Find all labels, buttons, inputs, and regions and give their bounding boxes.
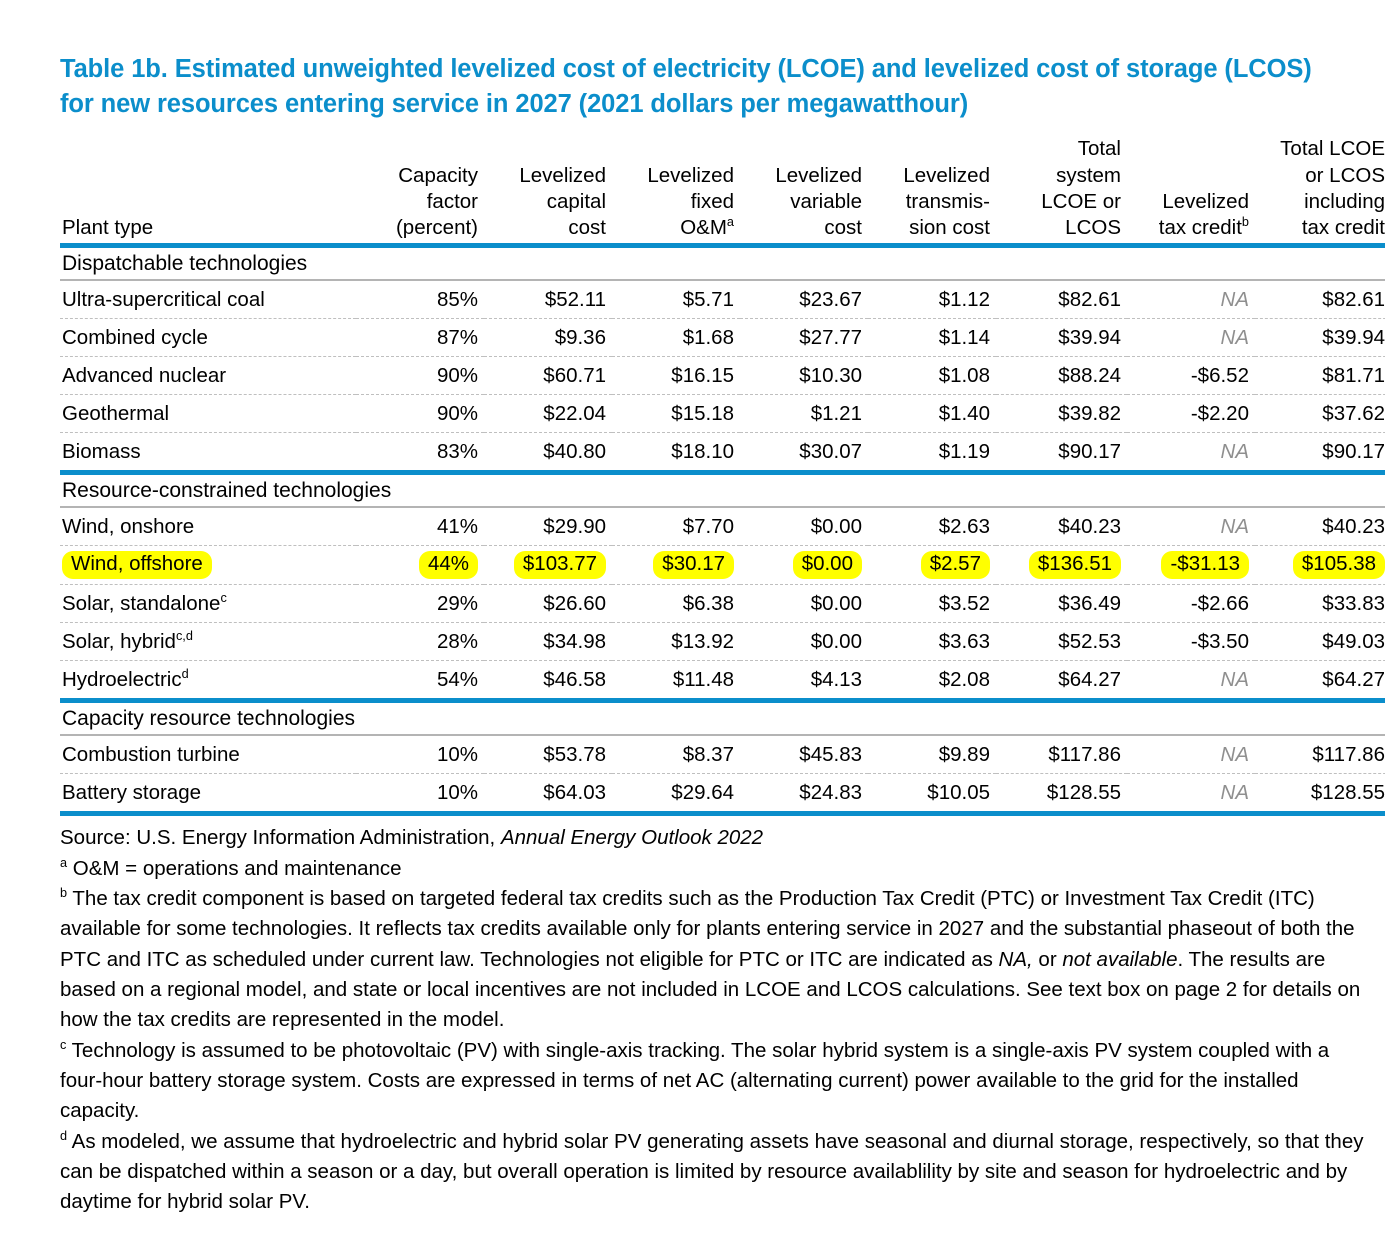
cell-levelized-fixed-om (612, 280, 740, 319)
cell-total-including-tax-credit (1255, 735, 1385, 774)
total-including-tax-credit-value: $64.27 (1322, 667, 1385, 691)
cell-total-system-lcoe (996, 507, 1127, 546)
plant-type-label: Wind, onshore (62, 515, 195, 538)
plant-type-label: Hydroelectric$^d$ (62, 666, 189, 691)
levelized-variable-cost-value: $0.00 (810, 629, 862, 653)
note-b-italic-na: NA, (998, 947, 1033, 971)
levelized-fixed-om-value: $6.38 (682, 591, 734, 615)
levelized-variable-cost-value: $23.67 (799, 288, 862, 311)
total-system-lcoe-value: $90.17 (1058, 440, 1121, 463)
cell-levelized-transmission-cost (868, 774, 996, 814)
note-b-text-2: or (1032, 947, 1063, 971)
section-header-label: Resource-constrained technologies (60, 473, 1385, 508)
cell-levelized-fixed-om (612, 395, 740, 433)
header-line: O&M (680, 216, 727, 240)
note-source-text: Source: U.S. Energy Information Administration, (60, 826, 501, 850)
levelized-variable-cost-value: $10.30 (799, 364, 862, 387)
header-line: fixed (690, 189, 734, 213)
levelized-tax-credit-value: NA (1220, 326, 1249, 349)
plant-type-label: Combined cycle (62, 326, 208, 349)
column-header-levelized-tax-credit (1127, 136, 1255, 245)
section-header-row (60, 473, 1385, 508)
total-including-tax-credit-value: $128.55 (1310, 780, 1385, 804)
header-line: Levelized (1162, 189, 1249, 213)
table-row[interactable] (60, 507, 1385, 546)
cell-total-system-lcoe (996, 661, 1127, 701)
note-a-text: O&M = operations and maintenance (67, 856, 402, 880)
header-line: variable (790, 189, 862, 213)
cell-total-system-lcoe (996, 546, 1127, 585)
cell-levelized-capital-cost (484, 546, 612, 585)
levelized-tax-credit-value: -$6.52 (1190, 364, 1249, 387)
cell-capacity-factor (356, 623, 484, 661)
levelized-tax-credit-value: -$3.50 (1190, 629, 1249, 653)
note-c (60, 1036, 1365, 1127)
plant-type-label: Combustion turbine (62, 742, 240, 766)
total-system-lcoe-value: $64.27 (1058, 667, 1121, 691)
levelized-tax-credit-value: NA (1220, 742, 1249, 766)
cell-levelized-capital-cost (484, 395, 612, 433)
cell-total-including-tax-credit (1255, 623, 1385, 661)
levelized-fixed-om-value: $13.92 (671, 629, 734, 653)
column-header-levelized-fixed-om (612, 136, 740, 245)
cell-total-including-tax-credit (1255, 585, 1385, 623)
header-line: (percent) (395, 216, 478, 240)
total-including-tax-credit-value: $117.86 (1312, 742, 1385, 766)
cell-total-including-tax-credit (1255, 319, 1385, 357)
section-header-label: Capacity resource technologies (60, 701, 1385, 736)
table-row[interactable] (60, 395, 1385, 433)
cell-levelized-capital-cost (484, 623, 612, 661)
levelized-variable-cost-value: $27.77 (799, 326, 862, 349)
levelized-variable-cost-value: $45.83 (799, 742, 862, 766)
capacity-factor-value: 90% (436, 364, 478, 387)
header-line: factor (426, 189, 478, 213)
section-header-label: Dispatchable technologies (60, 246, 1385, 281)
cell-levelized-variable-cost (740, 774, 868, 814)
footnote-marker-b: b (1241, 214, 1249, 230)
levelized-fixed-om-value: $8.37 (682, 742, 734, 766)
total-system-lcoe-value: $117.86 (1048, 742, 1121, 766)
table-row[interactable] (60, 661, 1385, 701)
cell-levelized-capital-cost (484, 585, 612, 623)
cell-levelized-transmission-cost (868, 280, 996, 319)
total-system-lcoe-value: $82.61 (1058, 288, 1121, 311)
cell-plant-type (60, 774, 356, 814)
table-header (60, 136, 1385, 245)
cell-capacity-factor (356, 433, 484, 473)
header-line: Total LCOE (1280, 137, 1385, 161)
header-line: Levelized (519, 163, 606, 187)
footnote-marker-a: a (726, 214, 734, 230)
footnote-marker: c,d (175, 628, 193, 644)
capacity-factor-value: 10% (436, 742, 478, 766)
capacity-factor-value: 10% (436, 780, 478, 804)
levelized-transmission-cost-value: $3.52 (938, 591, 990, 615)
cell-levelized-variable-cost (740, 433, 868, 473)
cell-levelized-transmission-cost (868, 585, 996, 623)
total-including-tax-credit-value: $37.62 (1322, 402, 1385, 425)
cell-capacity-factor (356, 507, 484, 546)
column-header-capacity-factor (356, 136, 484, 245)
levelized-fixed-om-value: $11.48 (672, 667, 734, 691)
capacity-factor-value: 44% (419, 551, 478, 579)
header-line: tax credit (1158, 216, 1242, 240)
header-line: or LCOS (1305, 163, 1385, 187)
levelized-capital-cost-value: $53.78 (543, 742, 606, 766)
section-header-row (60, 701, 1385, 736)
total-including-tax-credit-value: $81.71 (1322, 364, 1385, 387)
levelized-transmission-cost-value: $9.89 (938, 742, 990, 766)
table-row[interactable] (60, 433, 1385, 473)
cell-levelized-transmission-cost (868, 546, 996, 585)
levelized-capital-cost-value: $103.77 (514, 551, 606, 579)
cell-total-system-lcoe (996, 319, 1127, 357)
note-c-text: Technology is assumed to be photovoltaic (PV) with single-axis tracking. The solar hybrid system is a single-axis PV system coupled with a four-hour battery storage system. Costs are expressed in terms of net AC (alternating current) power available to the grid for the installed capacity. (60, 1038, 1330, 1123)
header-line: sion cost (909, 216, 990, 240)
levelized-capital-cost-value: $40.80 (543, 440, 606, 463)
total-including-tax-credit-value: $90.17 (1322, 440, 1385, 463)
levelized-transmission-cost-value: $1.19 (938, 440, 990, 463)
cell-levelized-variable-cost (740, 319, 868, 357)
cell-levelized-variable-cost (740, 585, 868, 623)
levelized-variable-cost-value: $0.00 (810, 515, 862, 538)
plant-type-label: Solar, hybrid$^{c,d}$ (62, 628, 193, 653)
total-including-tax-credit-value: $33.83 (1322, 591, 1385, 615)
header-line: transmis- (905, 189, 990, 213)
levelized-fixed-om-value: $18.10 (671, 440, 734, 463)
capacity-factor-value: 87% (436, 326, 478, 349)
footnote-marker-a: a (60, 854, 68, 870)
levelized-capital-cost-value: $60.71 (543, 364, 606, 387)
levelized-transmission-cost-value: $1.08 (938, 364, 990, 387)
cell-capacity-factor (356, 735, 484, 774)
note-source-publication: Annual Energy Outlook 2022 (500, 826, 764, 850)
cell-levelized-fixed-om (612, 661, 740, 701)
levelized-fixed-om-value: $30.17 (653, 551, 734, 579)
cell-levelized-transmission-cost (868, 507, 996, 546)
cell-levelized-tax-credit (1127, 774, 1255, 814)
levelized-tax-credit-value: -$2.66 (1190, 591, 1249, 615)
total-system-lcoe-value: $39.94 (1058, 326, 1121, 349)
cell-total-including-tax-credit (1255, 433, 1385, 473)
levelized-tax-credit-value: -$2.20 (1190, 402, 1249, 425)
cell-levelized-transmission-cost (868, 433, 996, 473)
cell-total-including-tax-credit (1255, 507, 1385, 546)
note-b (60, 884, 1365, 1036)
cell-total-including-tax-credit (1255, 546, 1385, 585)
header-line: LCOS (1065, 216, 1121, 240)
cell-levelized-fixed-om (612, 319, 740, 357)
plant-type-label: Wind, offshore (62, 551, 212, 579)
header-line: Levelized (647, 163, 734, 187)
column-header-plant-type: Plant type (60, 136, 356, 245)
cell-levelized-fixed-om (612, 357, 740, 395)
cell-total-including-tax-credit (1255, 357, 1385, 395)
cell-levelized-capital-cost (484, 661, 612, 701)
cell-levelized-capital-cost (484, 774, 612, 814)
cell-levelized-fixed-om (612, 546, 740, 585)
note-d-text: As modeled, we assume that hydroelectric and hybrid solar PV generating assets have seasonal and diurnal storage, respectively, so that they can be dispatched within a season or a day, but overall operation is limited by resource availablility by site and season for hydroelectric and by daytime for hybrid solar PV. (60, 1129, 1364, 1214)
cell-plant-type (60, 585, 356, 623)
cell-levelized-capital-cost (484, 280, 612, 319)
total-including-tax-credit-value: $49.03 (1322, 629, 1385, 653)
cell-plant-type (60, 507, 356, 546)
cell-plant-type (60, 319, 356, 357)
header-line: capital (546, 189, 606, 213)
header-line: including (1304, 189, 1385, 213)
levelized-capital-cost-value: $29.90 (543, 515, 606, 538)
cell-levelized-variable-cost (740, 546, 868, 585)
column-header-levelized-variable-cost (740, 136, 868, 245)
cell-levelized-fixed-om (612, 585, 740, 623)
table-row[interactable] (60, 774, 1385, 814)
plant-type-label: Geothermal (62, 402, 170, 425)
levelized-capital-cost-value: $26.60 (543, 591, 606, 615)
cell-levelized-capital-cost (484, 357, 612, 395)
cell-levelized-tax-credit (1127, 280, 1255, 319)
cell-levelized-capital-cost (484, 433, 612, 473)
cell-levelized-tax-credit (1127, 507, 1255, 546)
levelized-variable-cost-value: $0.00 (793, 551, 862, 579)
note-b-text-1: The tax credit component is based on targeted federal tax credits such as the Production Tax Credit (PTC) or Investment Tax Credit (ITC) available for some technologies. It reflects tax credits available only for plants entering service in 2027 and the substantial phaseout of both the PTC and ITC as scheduled under current law. Technologies not eligible for PTC or ITC are indicated as (60, 886, 1355, 971)
levelized-variable-cost-value: $1.21 (810, 402, 862, 425)
cell-levelized-transmission-cost (868, 357, 996, 395)
header-line: cost (824, 216, 862, 240)
column-header-total-including-tax-credit (1255, 136, 1385, 245)
plant-type-label: Ultra-supercritical coal (62, 288, 265, 311)
cell-levelized-fixed-om (612, 774, 740, 814)
levelized-fixed-om-value: $29.64 (671, 780, 734, 804)
cell-capacity-factor (356, 585, 484, 623)
table-row[interactable] (60, 623, 1385, 661)
cell-levelized-variable-cost (740, 661, 868, 701)
cell-capacity-factor (356, 774, 484, 814)
table-row[interactable] (60, 357, 1385, 395)
cell-capacity-factor (356, 661, 484, 701)
levelized-transmission-cost-value: $1.12 (938, 288, 990, 311)
table-row[interactable] (60, 546, 1385, 585)
footnote-marker-b: b (60, 885, 68, 901)
table-body (60, 246, 1385, 814)
cell-total-including-tax-credit (1255, 661, 1385, 701)
cell-plant-type (60, 546, 356, 585)
header-line: system (1056, 163, 1121, 187)
cell-plant-type (60, 623, 356, 661)
cell-total-including-tax-credit (1255, 774, 1385, 814)
cell-levelized-capital-cost (484, 507, 612, 546)
cell-levelized-variable-cost (740, 280, 868, 319)
levelized-fixed-om-value: $16.15 (671, 364, 734, 387)
cell-plant-type (60, 661, 356, 701)
cell-capacity-factor (356, 546, 484, 585)
levelized-capital-cost-value: $9.36 (554, 326, 606, 349)
cell-levelized-fixed-om (612, 433, 740, 473)
levelized-transmission-cost-value: $2.57 (921, 551, 990, 579)
cell-levelized-variable-cost (740, 507, 868, 546)
levelized-capital-cost-value: $22.04 (543, 402, 606, 425)
levelized-variable-cost-value: $24.83 (799, 780, 862, 804)
cell-total-system-lcoe (996, 395, 1127, 433)
footnote-marker: c (220, 590, 227, 606)
cell-plant-type (60, 395, 356, 433)
table-row[interactable] (60, 735, 1385, 774)
total-system-lcoe-value: $128.55 (1046, 780, 1121, 804)
cell-total-system-lcoe (996, 357, 1127, 395)
column-header-levelized-capital-cost (484, 136, 612, 245)
levelized-transmission-cost-value: $1.14 (938, 326, 990, 349)
cell-levelized-variable-cost (740, 623, 868, 661)
cell-levelized-tax-credit (1127, 585, 1255, 623)
levelized-variable-cost-value: $0.00 (810, 591, 862, 615)
column-header-total-system-lcoe (996, 136, 1127, 245)
cell-levelized-fixed-om (612, 735, 740, 774)
levelized-tax-credit-value: NA (1220, 780, 1249, 804)
cell-levelized-tax-credit (1127, 661, 1255, 701)
cell-levelized-variable-cost (740, 357, 868, 395)
lcoe-table (60, 136, 1385, 816)
header-line: cost (568, 216, 606, 240)
note-source (60, 823, 1365, 853)
table-row[interactable] (60, 585, 1385, 623)
levelized-variable-cost-value: $4.13 (810, 667, 862, 691)
cell-levelized-tax-credit (1127, 433, 1255, 473)
cell-levelized-fixed-om (612, 507, 740, 546)
cell-total-including-tax-credit (1255, 395, 1385, 433)
levelized-capital-cost-value: $34.98 (543, 629, 606, 653)
cell-plant-type (60, 735, 356, 774)
cell-levelized-tax-credit (1127, 623, 1255, 661)
cell-total-system-lcoe (996, 735, 1127, 774)
table-row[interactable] (60, 280, 1385, 319)
footnote-marker-c: c (60, 1036, 67, 1052)
note-a (60, 854, 1365, 884)
levelized-variable-cost-value: $30.07 (799, 440, 862, 463)
cell-total-system-lcoe (996, 623, 1127, 661)
levelized-transmission-cost-value: $1.40 (938, 402, 990, 425)
note-b-text-3: . The results are based on a regional model, and state or local incentives are not included in LCOE and LCOS calculations. See text box on page 2 for details on how the tax credits are represented in the model. (60, 947, 1361, 1032)
total-including-tax-credit-value: $39.94 (1322, 326, 1385, 349)
levelized-transmission-cost-value: $2.63 (938, 515, 990, 538)
levelized-fixed-om-value: $5.71 (682, 288, 734, 311)
total-system-lcoe-value: $52.53 (1058, 629, 1121, 653)
cell-levelized-transmission-cost (868, 735, 996, 774)
table-row[interactable] (60, 319, 1385, 357)
plant-type-label: Biomass (62, 440, 141, 463)
cell-levelized-variable-cost (740, 735, 868, 774)
cell-levelized-fixed-om (612, 623, 740, 661)
column-header-levelized-transmission-cost (868, 136, 996, 245)
levelized-capital-cost-value: $52.11 (544, 288, 606, 311)
note-d (60, 1127, 1365, 1218)
cell-levelized-transmission-cost (868, 623, 996, 661)
cell-levelized-capital-cost (484, 319, 612, 357)
cell-levelized-capital-cost (484, 735, 612, 774)
cell-capacity-factor (356, 280, 484, 319)
levelized-capital-cost-value: $64.03 (543, 780, 606, 804)
cell-plant-type (60, 280, 356, 319)
levelized-tax-credit-value: -$31.13 (1161, 551, 1249, 579)
cell-levelized-tax-credit (1127, 319, 1255, 357)
capacity-factor-value: 28% (436, 629, 478, 653)
cell-total-system-lcoe (996, 433, 1127, 473)
capacity-factor-value: 83% (436, 440, 478, 463)
header-line: Capacity (398, 163, 478, 187)
page-title: Table 1b. Estimated unweighted levelized cost of electricity (LCOE) and levelized cost of storage (LCOS) for new resources entering service in 2027 (2021 dollars per megawatthour) (60, 55, 1312, 119)
levelized-tax-credit-value: NA (1220, 515, 1249, 538)
cell-capacity-factor (356, 357, 484, 395)
note-b-italic-notavailable: not available (1062, 947, 1178, 971)
total-system-lcoe-value: $88.24 (1058, 364, 1121, 387)
total-including-tax-credit-value: $40.23 (1322, 515, 1385, 538)
total-system-lcoe-value: $36.49 (1058, 591, 1121, 615)
header-line: Total (1077, 137, 1121, 161)
capacity-factor-value: 29% (436, 591, 478, 615)
plant-type-label: Solar, standalone$^c$ (62, 590, 227, 615)
total-including-tax-credit-value: $105.38 (1293, 551, 1385, 579)
cell-total-including-tax-credit (1255, 280, 1385, 319)
footnote-marker: d (181, 666, 189, 682)
levelized-tax-credit-value: NA (1220, 288, 1249, 311)
levelized-transmission-cost-value: $2.08 (938, 667, 990, 691)
footnote-marker-d: d (60, 1127, 68, 1143)
cell-capacity-factor (356, 395, 484, 433)
total-system-lcoe-value: $39.82 (1058, 402, 1121, 425)
levelized-fixed-om-value: $1.68 (682, 326, 734, 349)
levelized-transmission-cost-value: $10.05 (927, 780, 990, 804)
cell-plant-type (60, 357, 356, 395)
table-notes (60, 823, 1365, 1217)
levelized-capital-cost-value: $46.58 (543, 667, 606, 691)
cell-levelized-tax-credit (1127, 735, 1255, 774)
cell-total-system-lcoe (996, 774, 1127, 814)
cell-total-system-lcoe (996, 280, 1127, 319)
header-line: Levelized (903, 163, 990, 187)
total-including-tax-credit-value: $82.61 (1322, 288, 1385, 311)
total-system-lcoe-value: $136.51 (1029, 551, 1121, 579)
capacity-factor-value: 90% (436, 402, 478, 425)
total-system-lcoe-value: $40.23 (1058, 515, 1121, 538)
capacity-factor-value: 41% (436, 515, 478, 538)
plant-type-label: Battery storage (62, 780, 202, 804)
levelized-transmission-cost-value: $3.63 (938, 629, 990, 653)
capacity-factor-value: 54% (436, 667, 478, 691)
capacity-factor-value: 85% (436, 288, 478, 311)
levelized-fixed-om-value: $7.70 (682, 515, 734, 538)
cell-levelized-tax-credit (1127, 357, 1255, 395)
cell-levelized-tax-credit (1127, 395, 1255, 433)
header-line: Levelized (775, 163, 862, 187)
cell-levelized-transmission-cost (868, 395, 996, 433)
cell-levelized-variable-cost (740, 395, 868, 433)
cell-plant-type (60, 433, 356, 473)
cell-total-system-lcoe (996, 585, 1127, 623)
levelized-fixed-om-value: $15.18 (671, 402, 734, 425)
section-header-row (60, 246, 1385, 281)
cell-capacity-factor (356, 319, 484, 357)
cell-levelized-transmission-cost (868, 319, 996, 357)
plant-type-label: Advanced nuclear (62, 364, 227, 387)
cell-levelized-tax-credit (1127, 546, 1255, 585)
levelized-tax-credit-value: NA (1220, 440, 1249, 463)
cell-levelized-transmission-cost (868, 661, 996, 701)
header-line: tax credit (1301, 216, 1385, 240)
header-line: LCOE or (1041, 189, 1121, 213)
levelized-tax-credit-value: NA (1220, 667, 1249, 691)
